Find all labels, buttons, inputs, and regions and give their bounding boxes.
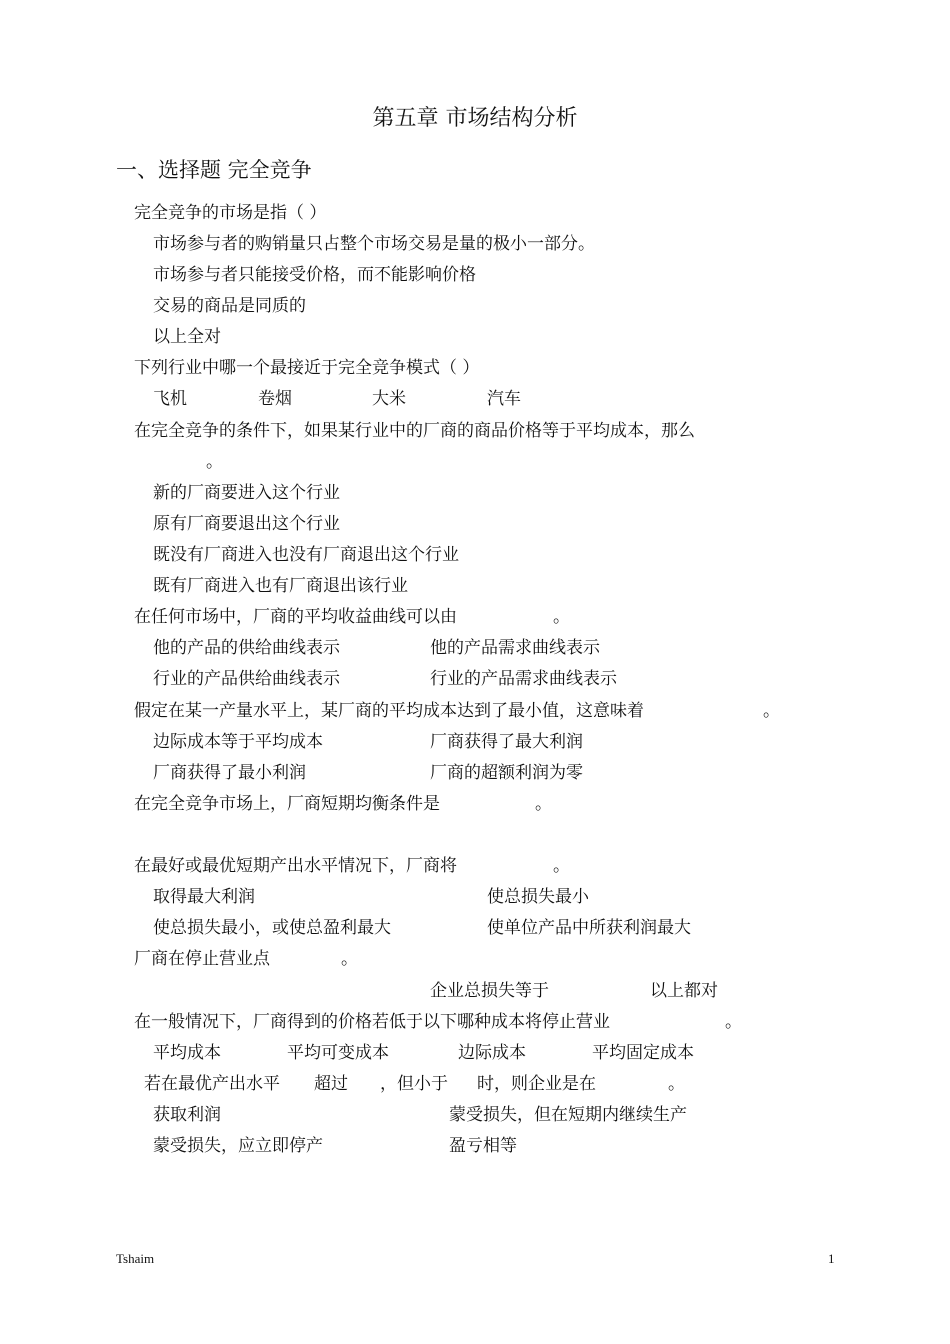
question-4-option-b: 他的产品需求曲线表示	[430, 638, 600, 658]
question-6-stem-end: 。	[535, 794, 552, 814]
question-9-option-a: 平均成本	[153, 1043, 221, 1063]
question-9-option-c: 边际成本	[458, 1043, 526, 1063]
question-9-stem-end: 。	[725, 1012, 742, 1032]
question-3-option-d: 既有厂商进入也有厂商退出该行业	[153, 576, 408, 596]
question-10-stem-part-c: ，但小于	[380, 1074, 448, 1094]
question-7-stem-end: 。	[553, 856, 570, 876]
question-10-stem-part-b: 超过	[314, 1074, 348, 1094]
question-3-option-c: 既没有厂商进入也没有厂商退出这个行业	[153, 545, 459, 565]
question-5-stem-end: 。	[763, 701, 780, 721]
question-2-option-d: 汽车	[487, 389, 521, 409]
question-10-option-a: 获取利润	[153, 1105, 221, 1125]
question-5-option-c: 厂商获得了最小利润	[153, 763, 306, 783]
question-8-option-c: 企业总损失等于	[430, 981, 549, 1001]
question-4-option-c: 行业的产品供给曲线表示	[153, 669, 340, 689]
question-7-option-d: 使单位产品中所获利润最大	[487, 918, 691, 938]
page-title: 第五章 市场结构分析	[372, 106, 578, 131]
question-1-option-d: 以上全对	[153, 327, 221, 347]
question-2-stem: 下列行业中哪一个最接近于完全竞争模式（ ）	[134, 358, 480, 378]
question-3-option-a: 新的厂商要进入这个行业	[153, 483, 340, 503]
question-7-option-b: 使总损失最小	[487, 887, 589, 907]
question-10-option-d: 盈亏相等	[449, 1136, 517, 1156]
question-8-stem: 厂商在停止营业点	[134, 949, 270, 969]
question-6-stem: 在完全竞争市场上，厂商短期均衡条件是	[134, 794, 440, 814]
question-5-option-b: 厂商获得了最大利润	[430, 732, 583, 752]
question-10-option-b: 蒙受损失，但在短期内继续生产	[449, 1105, 687, 1125]
question-5-stem: 假定在某一产量水平上，某厂商的平均成本达到了最小值，这意味着	[134, 701, 644, 721]
question-4-option-d: 行业的产品需求曲线表示	[430, 669, 617, 689]
page-number: 1	[828, 1251, 835, 1266]
question-7-stem: 在最好或最优短期产出水平情况下，厂商将	[134, 856, 457, 876]
question-3-stem: 在完全竞争的条件下，如果某行业中的厂商的商品价格等于平均成本，那么	[134, 421, 695, 441]
question-1-option-c: 交易的商品是同质的	[153, 296, 306, 316]
question-1-option-b: 市场参与者只能接受价格，而不能影响价格	[153, 265, 476, 285]
question-8-option-d: 以上都对	[650, 981, 718, 1001]
question-10-stem-part-a: 若在最优产出水平	[144, 1074, 280, 1094]
footer-author: Tshaim	[116, 1251, 155, 1266]
question-4-option-a: 他的产品的供给曲线表示	[153, 638, 340, 658]
question-10-option-c: 蒙受损失，应立即停产	[153, 1136, 323, 1156]
question-5-option-a: 边际成本等于平均成本	[153, 732, 323, 752]
question-7-option-c: 使总损失最小，或使总盈利最大	[153, 918, 391, 938]
question-4-stem: 在任何市场中，厂商的平均收益曲线可以由	[134, 607, 457, 627]
question-10-stem-end: 。	[668, 1074, 685, 1094]
question-2-option-c: 大米	[372, 389, 406, 409]
question-9-option-b: 平均可变成本	[287, 1043, 389, 1063]
question-8-stem-end: 。	[341, 949, 358, 969]
question-9-option-d: 平均固定成本	[592, 1043, 694, 1063]
question-3-stem-end: 。	[206, 452, 223, 472]
question-9-stem: 在一般情况下，厂商得到的价格若低于以下哪种成本将停止营业	[134, 1012, 610, 1032]
question-5-option-d: 厂商的超额利润为零	[430, 763, 583, 783]
question-2-option-a: 飞机	[153, 389, 187, 409]
section-heading: 一、选择题 完全竞争	[116, 158, 312, 182]
question-7-option-a: 取得最大利润	[153, 887, 255, 907]
question-2-option-b: 卷烟	[258, 389, 292, 409]
question-1-option-a: 市场参与者的购销量只占整个市场交易是量的极小一部分。	[153, 234, 595, 254]
question-3-option-b: 原有厂商要退出这个行业	[153, 514, 340, 534]
question-1-stem: 完全竞争的市场是指（ ）	[134, 203, 327, 223]
question-10-stem-part-d: 时，则企业是在	[477, 1074, 596, 1094]
question-4-stem-end: 。	[553, 607, 570, 627]
